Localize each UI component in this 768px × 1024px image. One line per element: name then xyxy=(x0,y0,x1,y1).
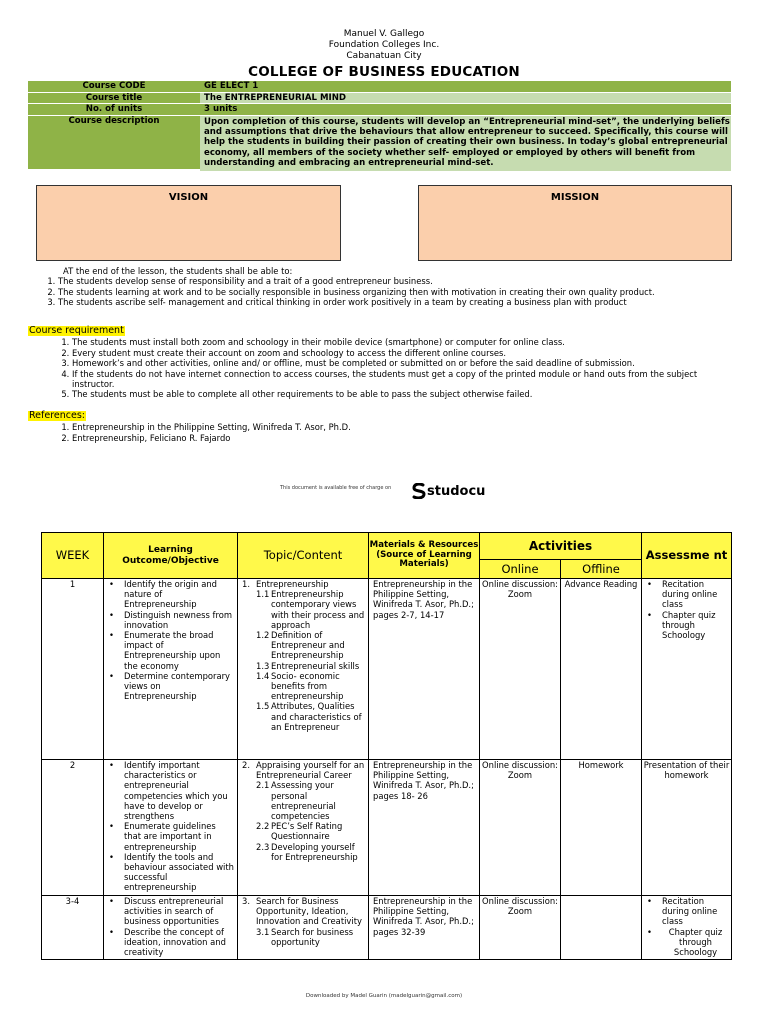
requirements-list xyxy=(28,337,738,399)
list-item: • Identify the origin and nature of Entrepreneurship xyxy=(109,579,235,610)
requirement-item: 3. Homework’s and other activities, online and/ or offline, must be completed or submitted on or before the said deadline of submission. xyxy=(72,358,738,368)
subtopic-text: Attributes, Qualities and characteristics of an Entrepreneur xyxy=(271,701,362,732)
assessment-cell: Presentation of their homework xyxy=(642,760,732,896)
list-item: • Recitation during online class xyxy=(647,896,729,927)
subtopic-number: 1.4 xyxy=(256,670,270,681)
materials-cell: Entrepreneurship in the Philippine Setting, Winifreda T. Asor, Ph.D.; pages 18- 26 xyxy=(369,760,480,896)
references-heading: References: xyxy=(29,410,85,421)
objective-item: 1. The students develop sense of responsibility and a trait of a good entrepreneur business. xyxy=(58,276,738,286)
header-topic: Topic/Content xyxy=(238,533,369,579)
header-week: WEEK xyxy=(42,533,104,579)
list-item: • Chapter quiz through Schoology xyxy=(647,927,729,958)
subtopic-text: Definition of Entrepreneur and Entrepreneurship xyxy=(271,630,345,661)
subtopic-number: 2.1 xyxy=(256,780,270,791)
objective-item: 2. The students learning at work and to be socially responsible in business organizing then with motivation in creating their own quality product. xyxy=(58,287,738,297)
subtopic-text: Developing yourself for Entrepreneurship xyxy=(271,841,358,862)
watermark-text: This document is available free of charge on xyxy=(280,485,392,491)
topic-cell xyxy=(238,579,369,760)
topic-cell xyxy=(238,896,369,960)
school-header xyxy=(0,29,768,62)
materials-cell: Entrepreneurship in the Philippine Setting, Winifreda T. Asor, Ph.D.; pages 2-7, 14-17 xyxy=(369,579,480,760)
online-cell: Online discussion: Zoom xyxy=(480,579,561,760)
course-requirements xyxy=(28,325,738,400)
course-code-label: Course CODE xyxy=(28,81,200,93)
week-cell: 2 xyxy=(42,760,104,896)
subtopic-text: Socio- economic benefits from entrepreneurship xyxy=(271,670,344,702)
list-item: • Describe the concept of ideation, innovation and creativity xyxy=(109,927,235,958)
learning-objectives xyxy=(28,266,738,308)
list-item: • Chapter quiz through Schoology xyxy=(647,610,729,641)
header-materials: Materials & Resources (Source of Learning Materials) xyxy=(369,533,480,579)
subtopic-text: Entrepreneurship contemporary views with their process and approach xyxy=(271,589,365,630)
requirement-item: 2. Every student must create their account on zoom and schoology to access the different online courses. xyxy=(72,348,738,358)
vision-label: VISION xyxy=(168,192,209,203)
course-description-label: Course description xyxy=(28,116,200,170)
topic-title: Entrepreneurship xyxy=(256,579,329,589)
subtopic-text: PEC’s Self Rating Questionnaire xyxy=(271,821,343,842)
topic-cell xyxy=(238,760,369,896)
subtopic-number: 2.2 xyxy=(256,821,270,832)
course-description-value: Upon completion of this course, students will develop an “Entrepreneurial mind-set”, the underlying beliefs and assumptions that drive the behaviours that allow entrepreneur to succeed. Specifically, this course will help the students in building their passion of creating their own business. In today’s global entrepreneurial economy, all members of the society whether self- employed or employed by others will benefit from understanding and embracing an entrepreneurial mind-set. xyxy=(200,116,731,172)
references-list xyxy=(28,422,738,443)
materials-cell: Entrepreneurship in the Philippine Setting, Winifreda T. Asor, Ph.D.; pages 32-39 xyxy=(369,896,480,960)
objectives-cell xyxy=(104,579,238,760)
school-name: Manuel V. Gallego xyxy=(343,29,425,39)
requirements-heading: Course requirement xyxy=(29,325,124,336)
table-row xyxy=(42,579,732,760)
week-cell: 1 xyxy=(42,579,104,760)
reference-item: 1. Entrepreneurship in the Philippine Setting, Winifreda T. Asor, Ph.D. xyxy=(72,422,738,432)
subtopic-number: 3.1 xyxy=(256,926,270,937)
vision-box xyxy=(36,185,341,261)
topic-title: Search for Business Opportunity, Ideation, Innovation and Creativity xyxy=(256,896,362,927)
subtopic-number: 1.2 xyxy=(256,630,270,641)
list-item: • Enumerate guidelines that are important in entrepreneurship xyxy=(109,821,235,852)
assessment-cell xyxy=(642,896,732,960)
mission-box xyxy=(418,185,732,261)
objectives-list xyxy=(28,276,738,307)
school-city: Cabanatuan City xyxy=(346,51,422,61)
school-org: Foundation Colleges Inc. xyxy=(328,40,440,50)
subtopic-number: 1.5 xyxy=(256,701,270,712)
objectives-cell xyxy=(104,760,238,896)
subtopic-text: Assessing your personal entrepreneurial competencies xyxy=(271,780,336,822)
objective-item: 3. The students ascribe self- management and critical thinking in order work positively in a team by creating a business plan with product xyxy=(58,297,738,307)
list-item: • Identify important characteristics or entrepreneurial competencies which you have to develop or strengthens xyxy=(109,760,235,821)
units-label: No. of units xyxy=(28,104,200,116)
topic-number: 1. xyxy=(242,579,250,589)
table-row xyxy=(42,896,732,960)
subtopic-number: 1.3 xyxy=(256,660,270,671)
references xyxy=(28,410,738,443)
table-row xyxy=(42,760,732,896)
college-title: COLLEGE OF BUSINESS EDUCATION xyxy=(248,64,520,80)
download-footer: Downloaded by Madel Guarin (madelguarin@gmail.com) xyxy=(305,993,463,999)
assessment-cell xyxy=(642,579,732,760)
header-learning-outcome: Learning Outcome/Objective xyxy=(104,533,238,579)
course-info-table xyxy=(28,81,731,172)
units-value: 3 units xyxy=(200,104,731,116)
list-item: • Discuss entrepreneurial activities in search of business opportunities xyxy=(109,896,235,927)
offline-cell: Homework xyxy=(561,760,642,896)
studocu-s-icon xyxy=(412,483,426,499)
list-item: • Recitation during online class xyxy=(647,579,729,610)
header-activities: Activities xyxy=(480,533,642,560)
topic-number: 2. xyxy=(242,760,250,770)
list-item: • Identify the tools and behaviour associated with successful entrepreneurship xyxy=(109,852,235,893)
header-assessment: Assessme nt xyxy=(642,533,732,579)
offline-cell: Advance Reading xyxy=(561,579,642,760)
requirement-item: 4. If the students do not have internet connection to access courses, the students must get a copy of the printed module or hand outs from the subject instructor. xyxy=(72,369,738,390)
subtopic-text: Search for business opportunity xyxy=(271,926,354,947)
online-cell: Online discussion: Zoom xyxy=(480,760,561,896)
topic-number: 3. xyxy=(242,896,250,906)
mission-label: MISSION xyxy=(550,192,600,203)
list-item: • Determine contemporary views on Entrepreneurship xyxy=(109,671,235,702)
course-code-value: GE ELECT 1 xyxy=(200,81,731,93)
reference-item: 2. Entrepreneurship, Feliciano R. Fajardo xyxy=(72,433,738,443)
course-title-label: Course title xyxy=(28,93,200,105)
studocu-logo[interactable] xyxy=(412,483,485,499)
header-online: Online xyxy=(480,560,561,579)
requirement-item: 1. The students must install both zoom and schoology in their mobile device (smartphone) or computer for online class. xyxy=(72,337,738,347)
objectives-cell xyxy=(104,896,238,960)
online-cell: Online discussion: Zoom xyxy=(480,896,561,960)
subtopic-number: 2.3 xyxy=(256,841,270,852)
course-plan-table xyxy=(41,532,732,960)
objectives-intro: AT the end of the lesson, the students shall be able to: xyxy=(63,266,293,276)
list-item: • Distinguish newness from innovation xyxy=(109,610,235,630)
list-item: • Enumerate the broad impact of Entrepreneurship upon the economy xyxy=(109,630,235,671)
course-title-value: The ENTREPRENEURIAL MIND xyxy=(200,93,731,105)
subtopic-text: Entrepreneurial skills xyxy=(271,660,360,671)
studocu-wordmark: studocu xyxy=(427,483,486,499)
header-offline: Offline xyxy=(561,560,642,579)
topic-title: Appraising yourself for an Entrepreneurial Career xyxy=(256,760,365,781)
subtopic-number: 1.1 xyxy=(256,589,270,600)
offline-cell xyxy=(561,896,642,960)
week-cell: 3-4 xyxy=(42,896,104,960)
requirement-item: 5. The students must be able to complete all other requirements to be able to pass the subject otherwise failed. xyxy=(72,389,738,399)
